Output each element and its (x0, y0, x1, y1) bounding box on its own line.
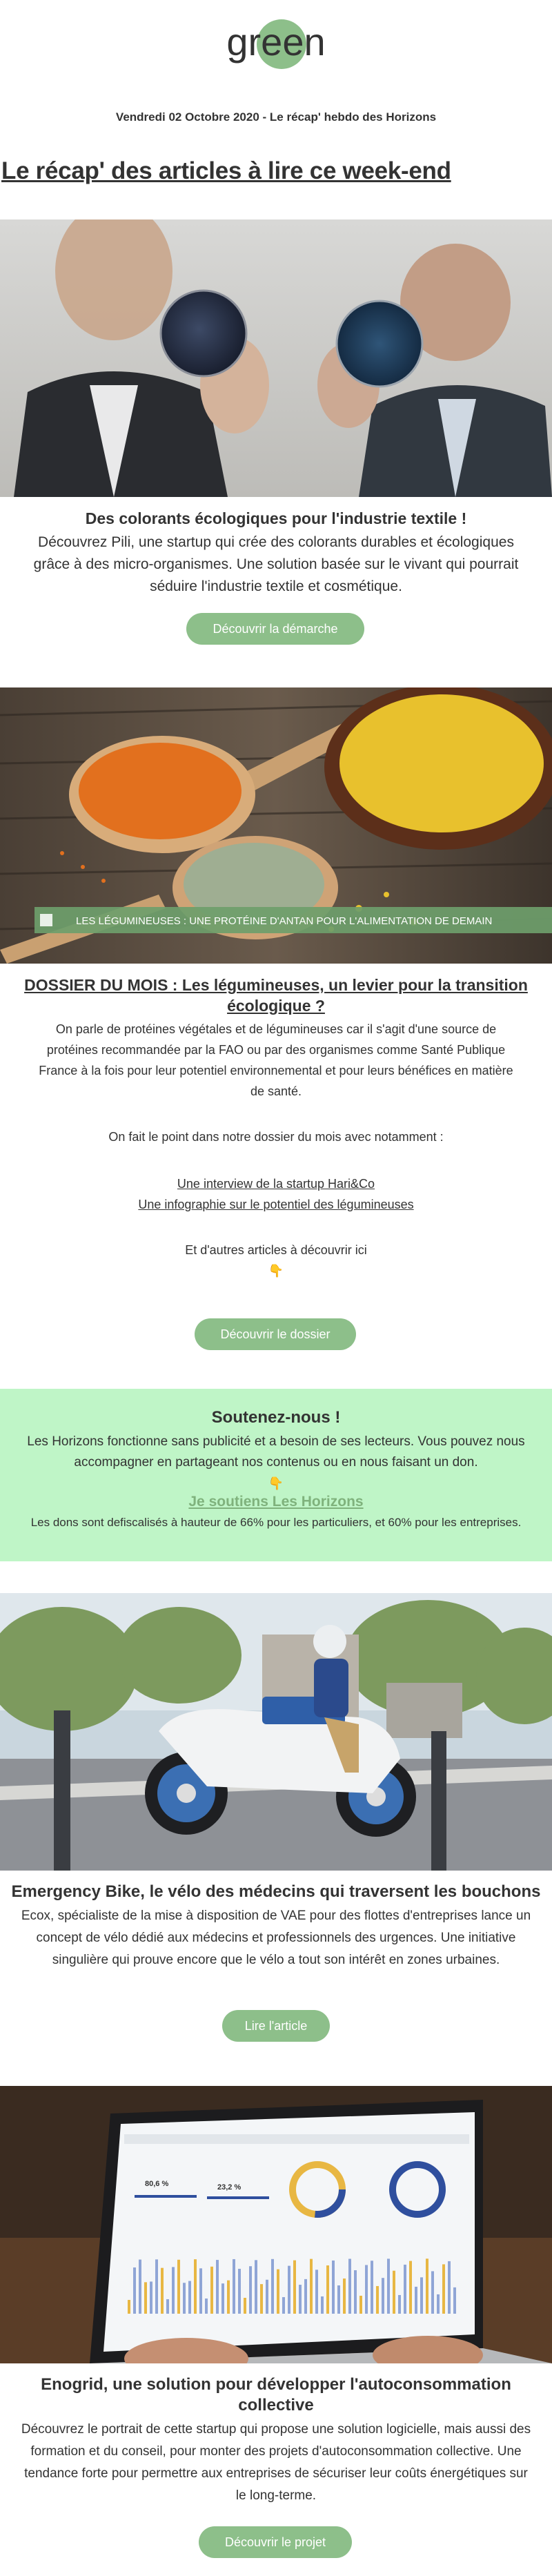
dashboard-bar (282, 2297, 285, 2314)
dashboard-bar (398, 2295, 401, 2314)
dashboard-bar (315, 2270, 318, 2314)
dashboard-bar (233, 2259, 235, 2314)
dashboard-bar (249, 2266, 252, 2314)
dashboard-bar (288, 2266, 290, 2314)
dashboard-bar (133, 2267, 136, 2314)
text-line: séduire l'industrie textile et cosmétique. (150, 578, 402, 594)
dashboard-bar (337, 2285, 340, 2314)
text-line: le long-terme. (235, 2488, 317, 2503)
dossier-intro: On fait le point dans notre dossier du mois avec notamment : (108, 1130, 444, 1144)
article-image-pili[interactable] (0, 219, 552, 497)
dashboard-bar (293, 2261, 296, 2314)
text-line: de santé. (250, 1084, 302, 1098)
dashboard-bar (365, 2265, 368, 2314)
dashboard-bar (144, 2282, 147, 2314)
discover-dossier-button[interactable]: Découvrir le dossier (195, 1318, 356, 1350)
text-line: protéines recommandée par la FAO ou par des organismes comme Santé Publique (46, 1043, 506, 1057)
link-interview-hari-co[interactable]: Une interview de la startup Hari&Co (177, 1177, 375, 1191)
dashboard-bar (155, 2259, 158, 2314)
dashboard-bar (448, 2261, 451, 2314)
dashboard-bar (376, 2286, 379, 2314)
dashboard-bar (139, 2260, 141, 2314)
dashboard-bar (128, 2300, 130, 2314)
dashboard-bar (359, 2296, 362, 2314)
text-line: DOSSIER DU MOIS : Les légumineuses, un levier pour la transition (24, 976, 528, 994)
pointing-down-icon: 👇 (268, 1476, 284, 1490)
dashboard-bar (354, 2270, 357, 2314)
dashboard-bar (161, 2268, 164, 2314)
dashboard-bar (326, 2265, 329, 2314)
dossier-links (10, 1173, 542, 1215)
article-enogrid (0, 2374, 552, 2507)
text-line: Ecox, spécialiste de la mise à disposition de VAE pour des flottes d'entreprises lance un (21, 1909, 531, 1923)
stat-value: 80,6 % (145, 2180, 169, 2188)
support-link[interactable]: Je soutiens Les Horizons (188, 1494, 364, 1510)
dashboard-bar (310, 2259, 313, 2314)
leaf-icon (40, 914, 52, 926)
support-section (0, 1389, 552, 1561)
dashboard-bar (194, 2259, 197, 2314)
dossier-image-legumes[interactable] (0, 687, 552, 964)
text-line: Découvrez Pili, une startup qui crée des colorants durables et écologiques (38, 534, 514, 550)
dashboard-bar (210, 2267, 213, 2314)
dashboard-bar (371, 2261, 373, 2314)
dossier-title[interactable] (10, 975, 542, 1016)
dashboard-bar (404, 2265, 406, 2314)
newsletter-date: Vendredi 02 Octobre 2020 - Le récap' hebdo des Horizons (115, 110, 437, 124)
dashboard-bar (244, 2298, 246, 2314)
article-pili (0, 508, 552, 598)
dashboard-bar (238, 2269, 241, 2314)
article-description (10, 2419, 542, 2507)
dashboard-bar (321, 2296, 324, 2314)
dashboard-bar (453, 2287, 456, 2314)
text-line: concept de vélo dédié aux médecins et professionnels des urgences. Une initiative (36, 1931, 516, 1945)
support-title: Soutenez-nous ! (211, 1408, 341, 1427)
text-line: On parle de protéines végétales et de légumineuses car il s'agit d'une source de (55, 1022, 497, 1036)
dashboard-bar (216, 2260, 219, 2314)
text-line: Découvrez le portrait de cette startup qui propose une solution logicielle, mais aussi des (21, 2422, 531, 2437)
text-line: Les Horizons fonctionne sans publicité et a besoin de ses lecteurs. Vous pouvez nous (27, 1434, 525, 1449)
page-title: Le récap' des articles à lire ce week-end (1, 157, 451, 184)
dashboard-bar (431, 2271, 434, 2314)
support-content (0, 1408, 552, 1530)
dashboard-bar (277, 2270, 279, 2314)
text-line: tendance forte pour permettre aux entreprises de sécuriser leur coûts énergétiques sur (24, 2466, 528, 2481)
dashboard-bar (266, 2280, 268, 2314)
text-line: accompagner en partageant nos contenus ou en nous faisant un don. (74, 1455, 478, 1470)
link-infographie-legumineuses[interactable]: Une infographie sur le potentiel des légumineuses (138, 1198, 414, 1211)
logo-text: green (226, 20, 326, 64)
text-line: écologique ? (227, 997, 325, 1015)
dashboard-bar (415, 2287, 417, 2314)
article-image-emergency-bike[interactable] (0, 1593, 552, 1871)
article-title[interactable]: Emergency Bike, le vélo des médecins qui traversent les bouchons (11, 1882, 541, 1901)
dashboard-bar (299, 2285, 302, 2314)
article-description (10, 531, 542, 598)
dossier-section (0, 975, 552, 1281)
tax-note: Les dons sont defiscalisés à hauteur de 66% pour les particuliers, et 60% pour les entreprises. (30, 1516, 522, 1529)
dashboard-bar (343, 2279, 346, 2314)
dashboard-bar (172, 2267, 175, 2314)
dashboard-bar (188, 2281, 191, 2314)
dashboard-bar (199, 2268, 202, 2314)
pointing-down-icon: 👇 (268, 1264, 284, 1278)
discover-approach-button[interactable]: Découvrir la démarche (186, 613, 364, 645)
dashboard-bar (304, 2279, 307, 2314)
article-title[interactable]: Enogrid, une solution pour développer l'autoconsommation collective (41, 2375, 511, 2414)
dashboard-bar (382, 2278, 384, 2314)
dashboard-bar (437, 2294, 440, 2314)
article-emergency-bike (0, 1882, 552, 1971)
dashboard-bar (166, 2299, 169, 2314)
support-description (10, 1432, 542, 1473)
text-line: formation et du conseil, pour monter des projets d'autoconsommation collective. Une (30, 2444, 522, 2459)
dashboard-bar (260, 2284, 263, 2314)
text-line: France à la fois pour leur potentiel environnemental et pour leurs bénéfices en matière (39, 1064, 513, 1077)
dashboard-bar (177, 2260, 180, 2314)
dashboard-bar (426, 2258, 428, 2314)
dossier-banner-text: LES LÉGUMINEUSES : UNE PROTÉINE D'ANTAN POUR L'ALIMENTATION DE DEMAIN (76, 915, 493, 927)
dashboard-bar (420, 2277, 423, 2314)
green-logo[interactable] (207, 10, 345, 72)
dashboard-bar (348, 2258, 351, 2314)
article-image-enogrid[interactable] (0, 2086, 552, 2363)
dashboard-bar (255, 2260, 257, 2314)
logo-graphic (207, 10, 345, 72)
dashboard-bar (393, 2271, 395, 2314)
article-description (10, 1905, 542, 1971)
text-line: grâce à des micro-organismes. Une solution basée sur le vivant qui pourrait (33, 556, 519, 572)
dashboard-bar (409, 2261, 412, 2314)
article-title[interactable]: Des colorants écologiques pour l'industrie textile ! (85, 509, 467, 527)
dashboard-bar (205, 2299, 208, 2314)
text-line: singulière qui prouve encore que le vélo a tout son intérêt en zones urbaines. (52, 1953, 500, 1967)
discover-project-button[interactable]: Découvrir le projet (199, 2526, 352, 2558)
stat-value: 23,2 % (217, 2183, 241, 2192)
dashboard-bar (227, 2281, 230, 2314)
dashboard-bar (332, 2261, 335, 2314)
dashboard-bar (221, 2283, 224, 2314)
dashboard-bar (271, 2259, 274, 2314)
dashboard-bar (183, 2283, 186, 2314)
dossier-description (10, 1019, 542, 1102)
read-article-button[interactable]: Lire l'article (222, 2010, 330, 2042)
dashboard-bar (442, 2264, 445, 2314)
dashboard-bar (150, 2281, 152, 2314)
dashboard-bar (387, 2258, 390, 2314)
dossier-more: Et d'autres articles à découvrir ici (185, 1243, 367, 1257)
